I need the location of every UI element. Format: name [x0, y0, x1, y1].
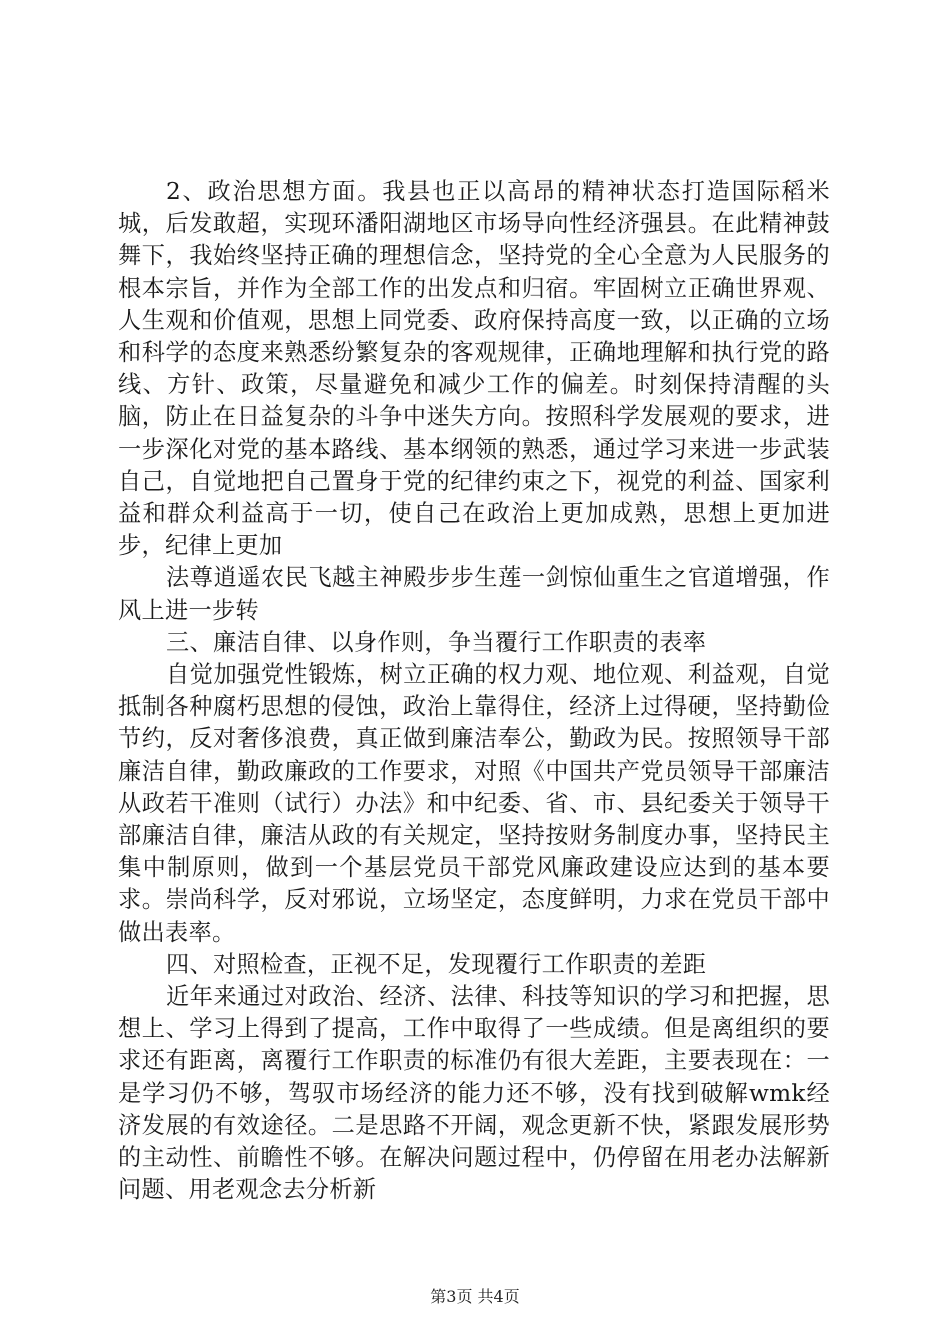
section-heading-integrity: 三、廉洁自律、以身作则，争当覆行工作职责的表率: [166, 628, 707, 656]
paragraph-self-check: 近年来通过对政治、经济、法律、科技等知识的学习和把握，思想上、学习上得到了提高，工作中取得了一些成绩。但是离组织的要求还有距离，离覆行工作职责的标准仍有很大差距，主要表现在：一是学习仍不够，驾驭市场经济的能力还不够，没有找到破解wmk经济发展的有效途径。二是思路不开阔，观念更新不快，紧跟发展形势的主动性、前瞻性不够。在解决问题过程中，仍停留在用老办法解新问题、用老观念去分析新: [118, 983, 830, 1204]
document-body: [118, 176, 830, 1207]
paragraph-inserted-titles: 法尊逍遥农民飞越主神殿步步生莲一剑惊仙重生之官道增强，作风上进一步转: [118, 564, 830, 624]
paragraph-political-thought: 2、政治思想方面。我县也正以高昂的精神状态打造国际稻米城，后发敢超，实现环潘阳湖地区市场导向性经济强县。在此精神鼓舞下，我始终坚持正确的理想信念，坚持党的全心全意为人民服务的根本宗旨，并作为全部工作的出发点和归宿。牢固树立正确世界观、人生观和价值观，思想上同党委、政府保持高度一致，以正确的立场和科学的态度来熟悉纷繁复杂的客观规律，正确地理解和执行党的路线、方针、政策，尽量避免和减少工作的偏差。时刻保持清醒的头脑，防止在日益复杂的斗争中迷失方向。按照科学发展观的要求，进一步深化对党的基本路线、基本纲领的熟悉，通过学习来进一步武装自己，自觉地把自己置身于党的纪律约束之下，视党的利益、国家利益和群众利益高于一切，使自己在政治上更加成熟，思想上更加进步，纪律上更加: [118, 178, 830, 560]
paragraph-integrity: 自觉加强党性锻炼，树立正确的权力观、地位观、利益观，自觉抵制各种腐朽思想的侵蚀，政治上靠得住，经济上过得硬，坚持勤俭节约，反对奢侈浪费，真正做到廉洁奉公，勤政为民。按照领导干部廉洁自律，勤政廉政的工作要求，对照《中国共产党员领导干部廉洁从政若干准则（试行）办法》和中纪委、省、市、县纪委关于领导干部廉洁自律，廉洁从政的有关规定，坚持按财务制度办事，坚持民主集中制原则，做到一个基层党员干部党风廉政建设应达到的基本要求。崇尚科学，反对邪说，立场坚定，态度鲜明，力求在党员干部中做出表率。: [118, 661, 830, 946]
section-heading-self-check: 四、对照检查，正视不足，发现覆行工作职责的差距: [166, 950, 707, 978]
page-number-footer: 第3页 共4页: [430, 1287, 520, 1306]
